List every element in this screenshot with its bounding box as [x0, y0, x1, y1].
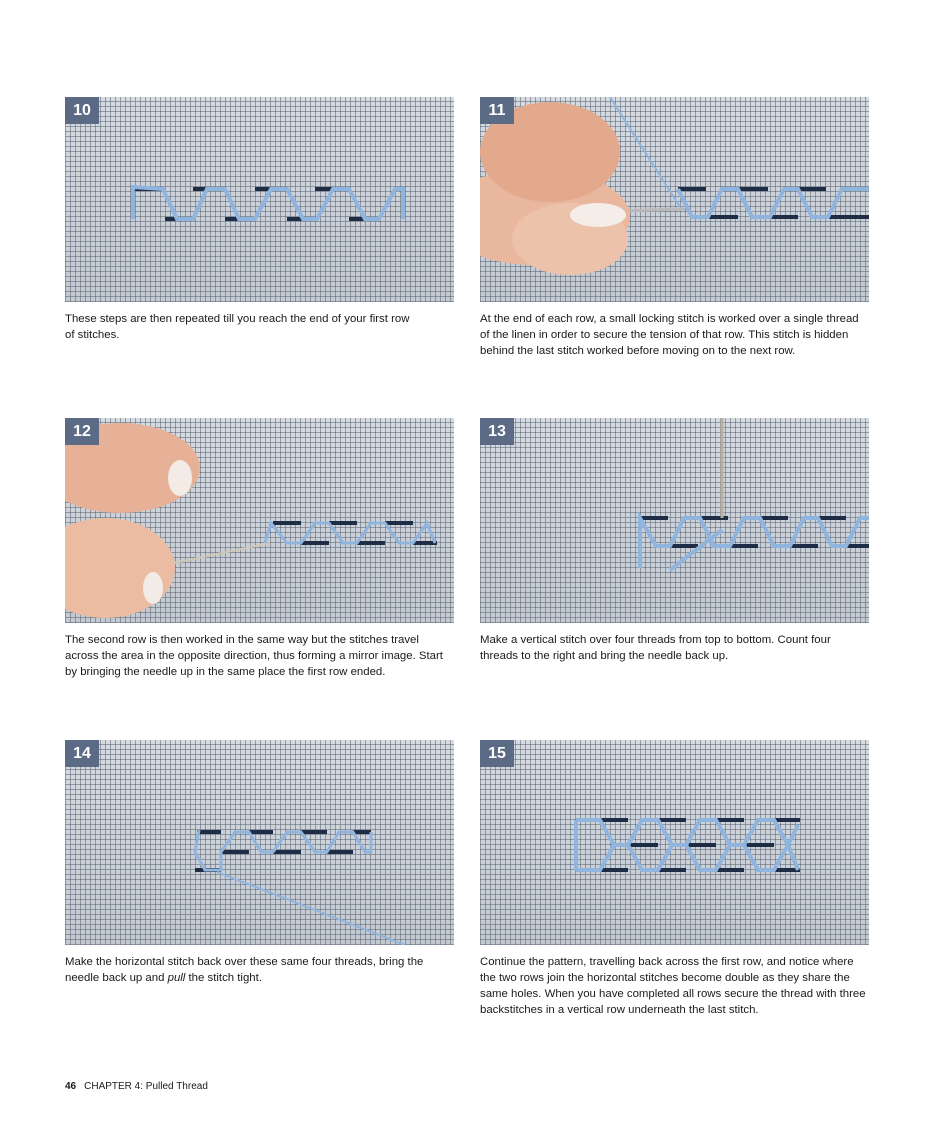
step-caption	[65, 954, 454, 986]
step-caption: Make a vertical stitch over four threads from top to bottom. Count four threads to the right and bring the needle back up.	[480, 634, 831, 662]
chapter-title: CHAPTER 4: Pulled Thread	[84, 1081, 208, 1092]
page-number: 46	[65, 1081, 77, 1092]
stitch-illustration	[480, 97, 869, 302]
stitch-illustration	[65, 740, 454, 945]
step-11	[480, 97, 869, 359]
step-number-badge: 15	[480, 740, 514, 767]
step-number-badge: 11	[480, 97, 514, 124]
step-13	[480, 418, 869, 664]
caption-text: Make the horizontal stitch back over these same four threads, bring the needle back up and	[65, 956, 424, 984]
step-12-photo	[65, 418, 454, 623]
step-number-badge: 10	[65, 97, 99, 124]
caption-emphasis: pull	[167, 972, 186, 984]
step-number-badge: 14	[65, 740, 99, 767]
stitch-illustration	[65, 97, 454, 302]
step-caption: These steps are then repeated till you reach the end of your first row of stitches.	[65, 313, 410, 341]
step-13-photo	[480, 418, 869, 623]
step-caption: The second row is then worked in the same way but the stitches travel across the area in the opposite direction, thus forming a mirror image. Start by bringing the needle up in the same place the first row ended.	[65, 634, 443, 678]
step-number-badge: 13	[480, 418, 514, 445]
step-15-photo	[480, 740, 869, 945]
step-14-photo	[65, 740, 454, 945]
step-10-photo	[65, 97, 454, 302]
caption-text: the stitch tight.	[185, 972, 262, 984]
step-15	[480, 740, 869, 1018]
stitch-illustration	[480, 418, 869, 623]
stitch-illustration	[480, 740, 869, 945]
step-14	[65, 740, 454, 986]
step-12	[65, 418, 454, 680]
step-caption: Continue the pattern, travelling back across the first row, and notice where the two rows join the horizontal stitches become double as they share the same holes. When you have completed all rows secure the thread with three backstitches in a vertical row underneath the last stitch.	[480, 956, 866, 1016]
step-10	[65, 97, 454, 343]
stitch-illustration	[65, 418, 454, 623]
page-footer	[65, 1081, 208, 1092]
step-number-badge: 12	[65, 418, 99, 445]
step-11-photo	[480, 97, 869, 302]
step-caption: At the end of each row, a small locking stitch is worked over a single thread of the linen in order to secure the tension of that row. This stitch is hidden behind the last stitch worked before moving on to the next row.	[480, 313, 859, 357]
